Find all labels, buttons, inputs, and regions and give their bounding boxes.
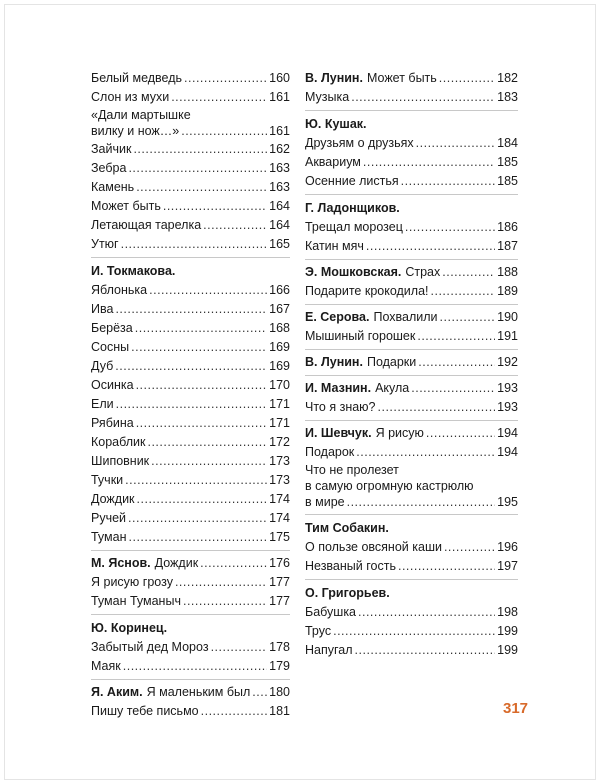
toc-entry: [91, 376, 290, 395]
entry-title: Утюг: [91, 237, 119, 251]
dot-leader: [115, 357, 267, 376]
entry-page-number: 193: [497, 381, 518, 395]
author-heading: Тим Собакин.: [305, 521, 389, 535]
toc-entry: [305, 622, 518, 641]
entry-page-number: 188: [497, 265, 518, 279]
toc-entry: [91, 490, 290, 509]
entry-title: Летающая тарелка: [91, 218, 202, 232]
entry-title: Забытый дед Мороз: [91, 640, 209, 654]
entry-label: [305, 282, 429, 301]
entry-title-line: «Дали мартышке: [91, 108, 191, 122]
entry-title: Кораблик: [91, 435, 146, 449]
dot-leader: [363, 153, 495, 172]
dot-leader: [135, 319, 267, 338]
toc-entry: [91, 509, 290, 528]
toc-entry: [91, 592, 290, 611]
entry-title-line: Что не пролезет: [305, 463, 399, 477]
entry-label: [305, 443, 354, 462]
toc-author-group: [305, 308, 518, 350]
entry-label: [91, 702, 199, 721]
entry-title: Яблонька: [91, 283, 148, 297]
entry-last-line: [305, 494, 518, 511]
toc-entry: [305, 172, 518, 191]
entry-author: Э. Мошковская.: [305, 265, 402, 279]
entry-page-number: 171: [269, 416, 290, 430]
entry-title: Туман: [91, 530, 127, 544]
entry-label: [91, 69, 182, 88]
dot-leader: [136, 178, 267, 197]
toc-right-column: [305, 69, 518, 666]
toc-entry: [305, 462, 518, 511]
entry-title: Подарки: [366, 355, 417, 369]
dot-leader: [442, 263, 495, 282]
toc-author-group: [305, 379, 518, 421]
entry-page-number: 196: [497, 540, 518, 554]
entry-label: [91, 528, 127, 547]
entry-page-number: 187: [497, 239, 518, 253]
dot-leader: [252, 683, 267, 702]
dot-leader: [405, 218, 495, 237]
dot-leader: [203, 216, 267, 235]
entry-label: [91, 88, 169, 107]
entry-page-number: 160: [269, 71, 290, 85]
toc-author-group: [305, 263, 518, 305]
dot-leader: [128, 509, 267, 528]
entry-title: Подарите крокодила!: [305, 284, 429, 298]
entry-author: М. Яснов.: [91, 556, 151, 570]
dot-leader: [378, 398, 496, 417]
entry-page-number: 174: [269, 511, 290, 525]
toc-left-column: [91, 69, 290, 727]
dot-leader: [201, 702, 268, 721]
entry-label: [305, 641, 353, 660]
dot-leader: [147, 433, 267, 452]
entry-page-number: 194: [497, 445, 518, 459]
entry-title: Напугал: [305, 643, 353, 657]
toc-entry: [305, 88, 518, 107]
entry-title-line: в самую огромную кастрюлю: [305, 479, 474, 493]
entry-page-number: 193: [497, 400, 518, 414]
dot-leader: [440, 308, 496, 327]
entry-label: [91, 376, 134, 395]
toc-entry: [305, 308, 518, 327]
dot-leader: [184, 69, 267, 88]
entry-last-line: [91, 123, 290, 140]
toc-entry: [91, 683, 290, 702]
author-heading: Г. Ладонщиков.: [305, 201, 400, 215]
entry-page-number: 164: [269, 218, 290, 232]
entry-title: Незваный гость: [305, 559, 396, 573]
entry-title: Аквариум: [305, 155, 361, 169]
entry-label: [91, 159, 126, 178]
entry-title: Сосны: [91, 340, 130, 354]
entry-author: В. Лунин.: [305, 355, 363, 369]
entry-page-number: 184: [497, 136, 518, 150]
toc-entry: [305, 603, 518, 622]
entry-title: Страх: [405, 265, 441, 279]
toc-entry: [305, 153, 518, 172]
entry-label: [91, 573, 173, 592]
entry-page-number: 199: [497, 643, 518, 657]
dot-leader: [358, 603, 495, 622]
entry-page-number: 192: [497, 355, 518, 369]
toc-entry: [91, 638, 290, 657]
entry-label: [91, 490, 135, 509]
entry-page-number: 198: [497, 605, 518, 619]
entry-label: [305, 379, 409, 398]
toc-entry: [91, 338, 290, 357]
toc-entry: [305, 69, 518, 88]
toc-entry: [91, 235, 290, 254]
dot-leader: [351, 88, 495, 107]
entry-title: Мышиный горошек: [305, 329, 416, 343]
toc-entry: [91, 554, 290, 573]
dot-leader: [355, 641, 496, 660]
entry-page-number: 181: [269, 704, 290, 718]
entry-page-number: 175: [269, 530, 290, 544]
entry-page-number: 161: [269, 124, 290, 138]
dot-leader: [175, 573, 267, 592]
dot-leader: [129, 528, 268, 547]
toc-entry: [91, 197, 290, 216]
entry-title: Может быть: [91, 199, 161, 213]
dot-leader: [347, 494, 496, 511]
entry-label: [91, 338, 129, 357]
toc-author-group: [305, 198, 518, 260]
toc-entry: [305, 353, 518, 372]
entry-page-number: 164: [269, 199, 290, 213]
entry-title: Зайчик: [91, 142, 132, 156]
entry-title: Осинка: [91, 378, 134, 392]
toc-author-group: [305, 518, 518, 580]
entry-page-number: 177: [269, 594, 290, 608]
entry-title: Я рисую: [375, 426, 424, 440]
toc-author-group: [91, 554, 290, 615]
entry-title: Трещал морозец: [305, 220, 403, 234]
entry-label: [305, 308, 438, 327]
entry-page-number: 163: [269, 161, 290, 175]
entry-title: Шиповник: [91, 454, 150, 468]
toc-entry: [305, 557, 518, 576]
toc-author-group: [305, 114, 518, 195]
entry-title: Ручей: [91, 511, 127, 525]
entry-label: [91, 178, 134, 197]
entry-label: [91, 357, 113, 376]
author-heading: О. Григорьев.: [305, 586, 390, 600]
entry-page-number: 171: [269, 397, 290, 411]
toc-entry: [91, 107, 290, 140]
toc-entry: [305, 398, 518, 417]
dot-leader: [171, 88, 267, 107]
entry-author: Е. Серова.: [305, 310, 370, 324]
entry-page-number: 177: [269, 575, 290, 589]
entry-label: [305, 88, 349, 107]
entry-title: Тучки: [91, 473, 124, 487]
entry-label: [91, 638, 209, 657]
entry-page-number: 176: [269, 556, 290, 570]
toc-author-group: [305, 424, 518, 515]
dot-leader: [417, 327, 495, 346]
entry-title: О пользе овсяной каши: [305, 540, 442, 554]
entry-page-number: 169: [269, 359, 290, 373]
toc-entry: [91, 452, 290, 471]
entry-title: Трус: [305, 624, 332, 638]
entry-title: Ели: [91, 397, 114, 411]
entry-page-number: 173: [269, 473, 290, 487]
entry-title: Берёза: [91, 321, 133, 335]
author-heading: И. Токмакова.: [91, 264, 176, 278]
toc-entry: [305, 134, 518, 153]
toc-entry: [91, 140, 290, 159]
entry-label: [305, 327, 415, 346]
entry-label: [91, 433, 145, 452]
toc-entry: [91, 319, 290, 338]
entry-title: Белый медведь: [91, 71, 183, 85]
entry-page-number: 194: [497, 426, 518, 440]
dot-leader: [401, 172, 495, 191]
entry-page-number: 173: [269, 454, 290, 468]
entry-page-number: 189: [497, 284, 518, 298]
toc-entry: [305, 424, 518, 443]
book-page: [4, 4, 596, 780]
entry-title: Музыка: [305, 90, 350, 104]
entry-label: [305, 172, 399, 191]
entry-label: [305, 398, 376, 417]
entry-label: [305, 353, 416, 372]
toc-entry: [91, 159, 290, 178]
entry-page-number: 185: [497, 155, 518, 169]
entry-title: Дуб: [91, 359, 114, 373]
toc-entry: [91, 471, 290, 490]
toc-author-group: [91, 618, 290, 680]
entry-label: [91, 300, 113, 319]
entry-title: Похвалили: [373, 310, 438, 324]
entry-label: [305, 153, 361, 172]
entry-page-number: 174: [269, 492, 290, 506]
dot-leader: [136, 414, 267, 433]
entry-title: Туман Туманыч: [91, 594, 181, 608]
entry-author: Я. Аким.: [91, 685, 143, 699]
entry-title: Я рисую грозу: [91, 575, 173, 589]
entry-title: Друзьям о друзьях: [305, 136, 414, 150]
entry-title: Что я знаю?: [305, 400, 376, 414]
dot-leader: [418, 353, 495, 372]
toc-entry: [91, 528, 290, 547]
toc-entry: [91, 300, 290, 319]
toc-entry: [305, 538, 518, 557]
entry-label: [305, 263, 440, 282]
entry-title-line: в мире: [305, 495, 345, 509]
entry-title: Камень: [91, 180, 135, 194]
entry-label: [305, 424, 424, 443]
entry-page-number: 191: [497, 329, 518, 343]
toc-author-group: [305, 353, 518, 376]
entry-label: [91, 197, 161, 216]
dot-leader: [366, 237, 495, 256]
entry-page-number: 183: [497, 90, 518, 104]
entry-page-number: 190: [497, 310, 518, 324]
entry-label: [91, 395, 114, 414]
page-number: 317: [503, 700, 529, 717]
entry-label: [91, 657, 121, 676]
entry-title: Осенние листья: [305, 174, 399, 188]
entry-title: Маяк: [91, 659, 121, 673]
dot-leader: [131, 338, 267, 357]
entry-title: Может быть: [366, 71, 437, 85]
toc-entry: [305, 282, 518, 301]
dot-leader: [356, 443, 495, 462]
toc-entry: [91, 69, 290, 88]
dot-leader: [416, 134, 495, 153]
entry-title: Бабушка: [305, 605, 357, 619]
entry-author: В. Лунин.: [305, 71, 363, 85]
entry-label: [305, 557, 396, 576]
dot-leader: [115, 300, 267, 319]
dot-leader: [123, 657, 267, 676]
dot-leader: [116, 395, 268, 414]
entry-page-number: 186: [497, 220, 518, 234]
toc-entry: [305, 443, 518, 462]
dot-leader: [426, 424, 495, 443]
entry-page-number: 170: [269, 378, 290, 392]
entry-title: Подарок: [305, 445, 355, 459]
entry-label: [91, 281, 147, 300]
entry-label: [91, 319, 133, 338]
entry-title: Я маленьким был: [146, 685, 251, 699]
dot-leader: [128, 159, 267, 178]
toc-entry: [91, 702, 290, 721]
toc-author-group: [91, 261, 290, 551]
entry-page-number: 172: [269, 435, 290, 449]
entry-label: [91, 140, 131, 159]
entry-label: [305, 237, 364, 256]
entry-page-number: 195: [497, 495, 518, 509]
entry-page-number: 163: [269, 180, 290, 194]
toc-author-group: [91, 69, 290, 258]
toc-entry: [91, 357, 290, 376]
toc-author-group: [305, 583, 518, 663]
entry-label: [305, 134, 414, 153]
dot-leader: [183, 592, 267, 611]
dot-leader: [121, 235, 268, 254]
author-heading: Ю. Коринец.: [91, 621, 168, 635]
entry-title: Дождик: [154, 556, 199, 570]
dot-leader: [333, 622, 495, 641]
entry-title: Ива: [91, 302, 114, 316]
toc-entry: [91, 88, 290, 107]
entry-author: И. Шевчук.: [305, 426, 372, 440]
entry-label: [91, 235, 119, 254]
dot-leader: [133, 140, 267, 159]
toc-entry: [91, 395, 290, 414]
entry-label: [91, 414, 134, 433]
toc-entry: [91, 573, 290, 592]
entry-label: [91, 683, 250, 702]
dot-leader: [163, 197, 267, 216]
author-heading: Ю. Кушак.: [305, 117, 367, 131]
entry-title: Акула: [375, 381, 410, 395]
dot-leader: [136, 376, 268, 395]
dot-leader: [200, 554, 267, 573]
entry-label: [305, 69, 437, 88]
toc-entry: [305, 379, 518, 398]
entry-page-number: 199: [497, 624, 518, 638]
toc-author-group: [305, 69, 518, 111]
dot-leader: [181, 123, 267, 140]
dot-leader: [149, 281, 267, 300]
entry-page-number: 162: [269, 142, 290, 156]
dot-leader: [398, 557, 495, 576]
dot-leader: [439, 69, 495, 88]
entry-label: [91, 592, 181, 611]
toc-entry: [91, 216, 290, 235]
entry-label: [305, 538, 442, 557]
entry-page-number: 168: [269, 321, 290, 335]
toc-entry: [305, 327, 518, 346]
entry-title: Пишу тебе письмо: [91, 704, 199, 718]
entry-label: [91, 471, 123, 490]
entry-title: Слон из мухи: [91, 90, 170, 104]
toc-entry: [91, 414, 290, 433]
toc-author-group: [91, 683, 290, 724]
toc-entry: [305, 641, 518, 660]
entry-page-number: 167: [269, 302, 290, 316]
entry-label: [91, 216, 201, 235]
entry-page-number: 166: [269, 283, 290, 297]
entry-page-number: 185: [497, 174, 518, 188]
entry-title-line: вилку и нож…»: [91, 124, 180, 138]
toc-entry: [91, 657, 290, 676]
entry-title: Дождик: [91, 492, 135, 506]
entry-title: Зебра: [91, 161, 127, 175]
dot-leader: [125, 471, 267, 490]
dot-leader: [137, 490, 268, 509]
toc-entry: [91, 178, 290, 197]
dot-leader: [444, 538, 495, 557]
entry-label: [91, 554, 198, 573]
entry-label: [305, 218, 403, 237]
entry-page-number: 178: [269, 640, 290, 654]
entry-label: [305, 622, 331, 641]
entry-page-number: 182: [497, 71, 518, 85]
dot-leader: [211, 638, 268, 657]
entry-page-number: 169: [269, 340, 290, 354]
entry-label: [91, 509, 126, 528]
entry-page-number: 161: [269, 90, 290, 104]
toc-entry: [305, 263, 518, 282]
entry-title: Катин мяч: [305, 239, 364, 253]
entry-page-number: 180: [269, 685, 290, 699]
dot-leader: [151, 452, 267, 471]
entry-author: И. Мазнин.: [305, 381, 372, 395]
dot-leader: [411, 379, 495, 398]
entry-page-number: 197: [497, 559, 518, 573]
dot-leader: [431, 282, 496, 301]
toc-entry: [91, 433, 290, 452]
entry-label: [305, 603, 356, 622]
entry-label: [91, 452, 149, 471]
toc-entry: [91, 281, 290, 300]
toc-entry: [305, 237, 518, 256]
entry-title: Рябина: [91, 416, 134, 430]
entry-page-number: 165: [269, 237, 290, 251]
toc-entry: [305, 218, 518, 237]
entry-page-number: 179: [269, 659, 290, 673]
